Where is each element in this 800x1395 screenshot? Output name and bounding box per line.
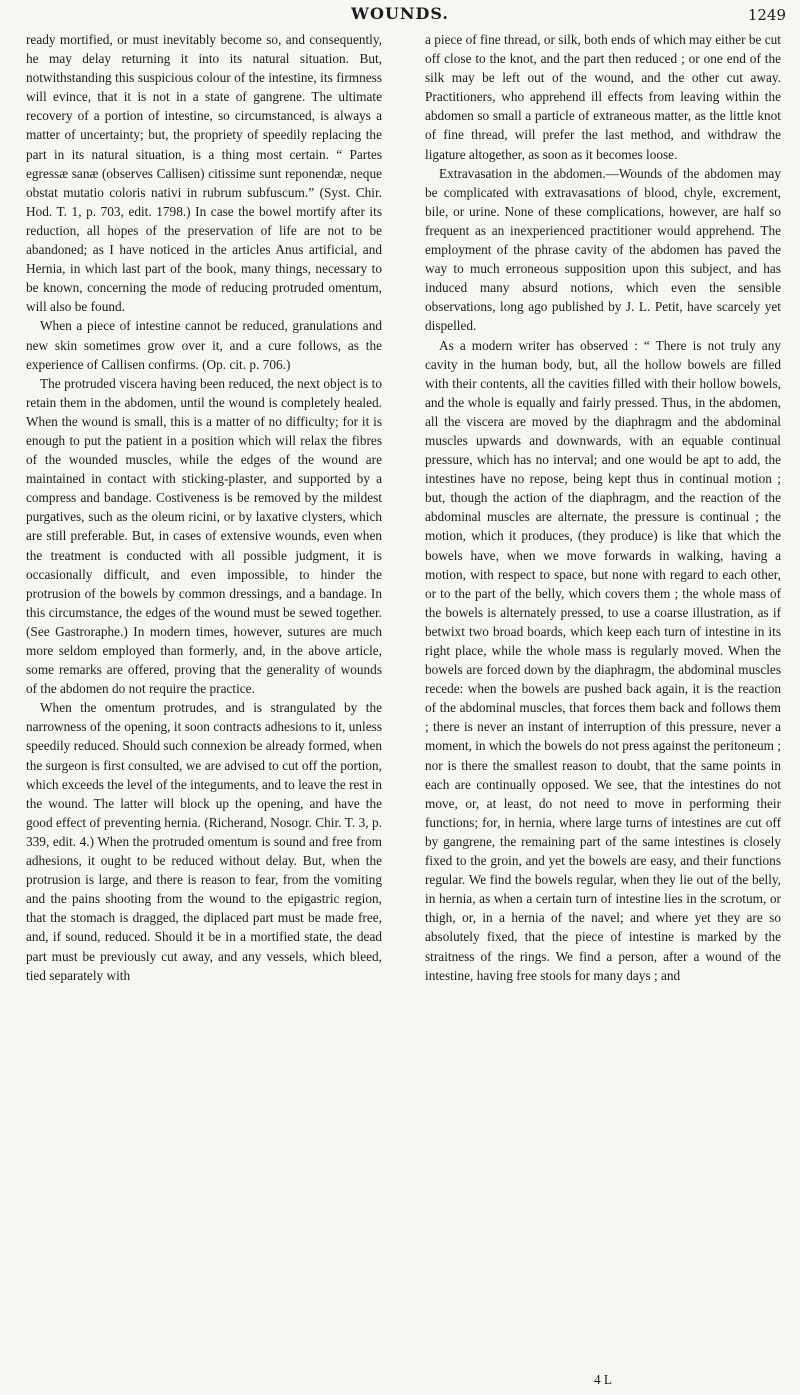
running-head xyxy=(0,4,800,26)
signature-mark: 4 L xyxy=(593,1372,613,1387)
paragraph: The protruded viscera having been reduced, the next object is to retain them in the abdomen, until the wound is completely healed. When the wound is small, this is a matter of no difficulty; for it is enough to put the patient in a position which will relax the fibres of the wounded muscles, while the edges of the wound are maintained in contact with sticking-plaster, and supported by a compress and bandage. Costiveness is be removed by the mildest purgatives, such as the oleum ricini, or by laxative clysters, which are still preferable. But, in cases of extensive wounds, even when the treatment is conducted with all possible judgment, it is occasionally difficult, and even impossible, to hinder the protrusion of the bowels by common dressings, and a bandage. In this circumstance, the edges of the wound must be sewed together. (See Gastroraphe.) In modern times, however, sutures are much more seldom employed than formerly, and, in the above article, some remarks are offered, proving that the generality of wounds of the abdomen do not require the practice. xyxy=(26,375,382,697)
page-number: 1249 xyxy=(747,6,786,24)
running-title: WOUNDS. xyxy=(351,4,449,23)
paragraph: ready mortified, or must inevitably become so, and consequently, he may delay returning it into its natural situation. But, notwithstanding this suspicious colour of the intestine, its firmness will evince, that it is not in a state of gangrene. The ultimate recovery of a portion of intestine, so circumstanced, is always a matter of uncertainty; but, the propriety of speedily replacing the part in its natural situation, is a thing most certain. “ Partes egressæ sanæ (observes Callisen) citissime sunt reponendæ, neque obstat mutatio coloris nativi in rubrum subfuscum.” (Syst. Chir. Hod. T. 1, p. 703, edit. 1798.) In case the bowel mortify after its reduction, all hopes of the preservation of life are not to be abandoned; as I have noticed in the articles Anus artificial, and Hernia, in which last part of the book, many things, necessary to be known, concerning the mode of reducing protruded omentum, will also be found. xyxy=(26,32,382,315)
paragraph: When a piece of intestine cannot be reduced, granulations and new skin sometimes grow over it, and a cure follows, as the experience of Callisen confirms. (Op. cit. p. 706.) xyxy=(26,318,382,372)
paragraph: a piece of fine thread, or silk, both ends of which may either be cut off close to the knot, and the part then reduced ; or one end of the silk may be left out of the wound, and the other cut away. Practitioners, who apprehend ill effects from leaving within the abdomen so small a particle of extraneous matter, as the little knot of fine thread, will prefer the last method, and withdraw the ligature altogether, as soon as it becomes loose. xyxy=(425,32,781,162)
paragraph: Extravasation in the abdomen.—Wounds of the abdomen may be complicated with extravasations of blood, chyle, excrement, bile, or urine. None of these complications, however, are half so frequent as an inexperienced practitioner would apprehend. The employment of the phrase cavity of the abdomen has paved the way to much erroneous supposition upon this subject, and has induced many absurd notions, which even the sensible observations, long ago published by J. L. Petit, have scarcely yet dispelled. xyxy=(425,165,781,334)
left-column xyxy=(26,30,382,985)
paragraph: When the omentum protrudes, and is strangulated by the narrowness of the opening, it soon contracts adhesions to it, unless speedily reduced. Should such connexion be already formed, when the surgeon is first consulted, we are advised to cut off the portion, which exceeds the level of the integuments, and to leave the rest in the wound. The latter will block up the opening, and have the good effect of preventing hernia. (Richerand, Nosogr. Chir. T. 3, p. 339, edit. 4.) When the protruded omentum is sound and free from adhesions, it ought to be reduced without delay. But, when the protrusion is large, and there is reason to fear, from the vomiting and the pains shooting from the wound to the epigastric region, that the stomach is dragged, the diplaced part must be made free, and, if sound, reduced. Should it be in a mortified state, the dead part must be previously cut away, and any vessels, which bleed, tied separately with xyxy=(26,700,382,983)
right-column xyxy=(425,30,781,985)
paragraph: As a modern writer has observed : “ There is not truly any cavity in the human body, but, all the hollow bowels are filled with their contents, all the cavities filled with their hollow bowels, and the whole is equally and fairly pressed. Thus, in the abdomen, all the viscera are moved by the diaphragm and the abdominal muscles upwards and downwards, with an equable continual pressure, which has no interval; and one would be apt to add, the intestines have no repose, being kept thus in continual motion ; but, though the action of the diaphragm, and the reaction of the abdominal muscles are alternate, the pressure is continual ; the motion, which it produces, (they produce) is like that which the bowels have, when we move forwards in walking, having a motion, with respect to space, but none with regard to each other, or to the part of the belly, which covers them ; the whole mass of the bowels is alternately pressed, to use a coarse illustration, as if betwixt two broad boards, which keep each turn of intestine in its right place, while the whole mass is regularly moved. When the bowels are forced down by the diaphragm, the abdominal muscles recede: when the bowels are pushed back again, it is the reaction of the abdominal muscles, that forces them back and follows them ; there is never an instant of interruption of this pressure, never a moment, in which the bowels do not press against the peritoneum ; nor is there the smallest reason to doubt, that the same points in each are continually opposed. We see, that the intestines do not move, or, at least, do not need to move in performing their functions; for, in hernia, where large turns of intestines are cut off by gangrene, the remaining part of the same intestines is closely fixed to the groin, and yet the bowels are easy, and their functions regular. We find the bowels regular, when they lie out of the belly, in hernia, as when a certain turn of intestine lies in the scrotum, or thigh, or, in a hernia of the navel; and where yet they are so absolutely fixed, that the piece of intestine is marked by the straitness of the rings. We find a person, after a wound of the intestine, having free stools for many days ; and xyxy=(425,337,781,983)
